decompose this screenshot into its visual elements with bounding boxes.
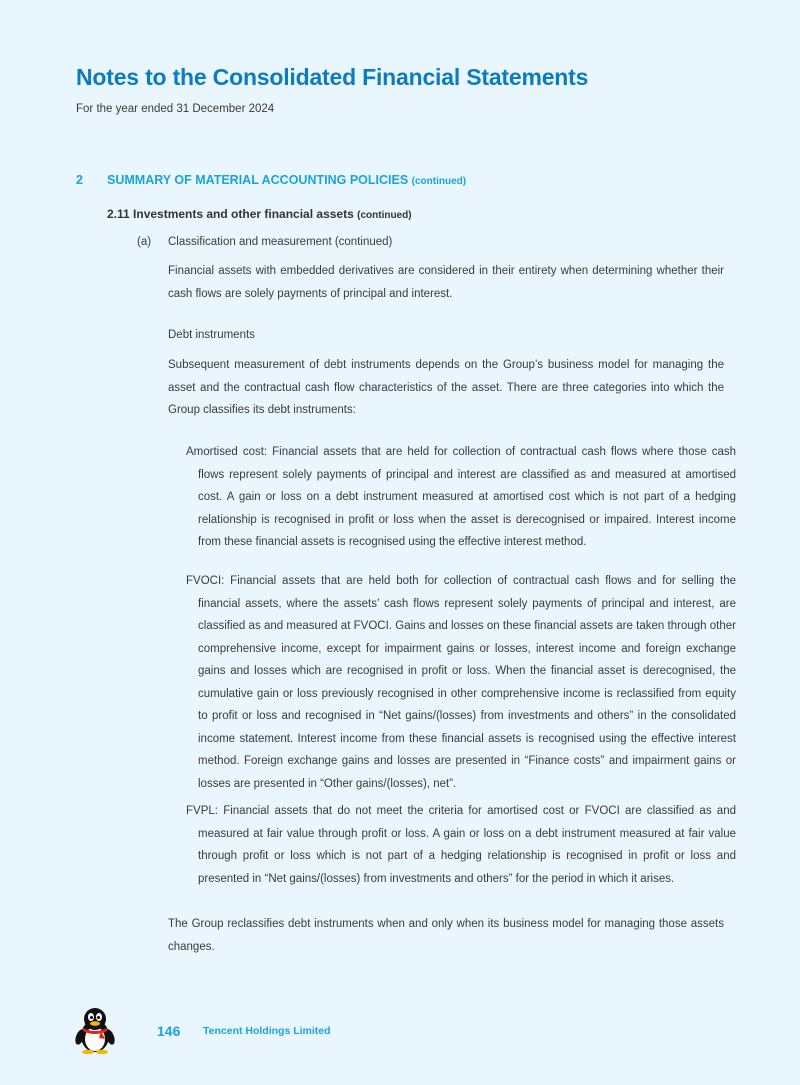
section-number: 2 [76,173,83,187]
subsection-continued: (continued) [357,210,412,221]
item-marker: (a) [137,236,152,248]
penguin-logo-icon [74,1006,116,1054]
subsection-heading [107,207,412,221]
page-subtitle: For the year ended 31 December 2024 [76,103,275,115]
bullet-fvoci: FVOCI: Financial assets that are held both for collection of contractual cash flows and for selling the financial assets, where the assets’ cash flows represent solely payments of principal and interest, are classified as and measured at FVOCI. Gains and losses on these financial assets are taken through other comprehensive income, except for impairment gains or losses, interest income and foreign exchange gains and losses which are recognised in profit or loss. When the financial asset is derecognised, the cumulative gain or loss previously recognised in other comprehensive income is reclassified from equity to profit or loss and recognised in “Net gains/(losses) from investments and others” in the consolidated income statement. Interest income from these financial assets is recognised using the effective interest method. Foreign exchange gains and losses are presented in “Finance costs” and impairment gains or losses are presented in “Other gains/(losses), net”. [186,575,736,790]
page-title: Notes to the Consolidated Financial Statements [76,64,589,90]
page-number: 146 [157,1023,181,1039]
bullet-amortised-cost: Amortised cost: Financial assets that are held for collection of contractual cash flows where those cash flows represent solely payments of principal and interest are classified as and measured at amortised cost. A gain or loss on a debt instrument measured at amortised cost which is not part of a hedging relationship is recognised in profit or loss when the asset is derecognised or impaired. Interest income from these financial assets is recognised using the effective interest method. [186,446,736,548]
section-title: SUMMARY OF MATERIAL ACCOUNTING POLICIES [107,173,409,187]
paragraph-debt-measurement: Subsequent measurement of debt instruments depends on the Group’s business model for managing the asset and the contractual cash flow characteristics of the asset. There are three categories into which the Group classifies its debt instruments: [168,359,724,416]
bullet-fvpl: FVPL: Financial assets that do not meet the criteria for amortised cost or FVOCI are classified as and measured at fair value through profit or loss. A gain or loss on a debt instrument measured at fair value through profit or loss which is not part of a hedging relationship is recognised in profit or loss and presented in “Net gains/(losses) from investments and others” for the period in which it arises. [186,805,736,885]
subsection-title: 2.11 Investments and other financial assets [107,207,354,221]
section-heading [107,173,466,187]
item-title: Classification and measurement (continued) [168,236,393,248]
paragraph-reclassification: The Group reclassifies debt instruments when and only when its business model for managing those assets changes. [168,918,724,953]
paragraph-embedded-derivatives: Financial assets with embedded derivatives are considered in their entirety when determining whether their cash flows are solely payments of principal and interest. [168,265,724,300]
section-continued: (continued) [411,176,467,187]
company-name: Tencent Holdings Limited [203,1025,331,1037]
debt-instruments-heading: Debt instruments [168,329,255,341]
